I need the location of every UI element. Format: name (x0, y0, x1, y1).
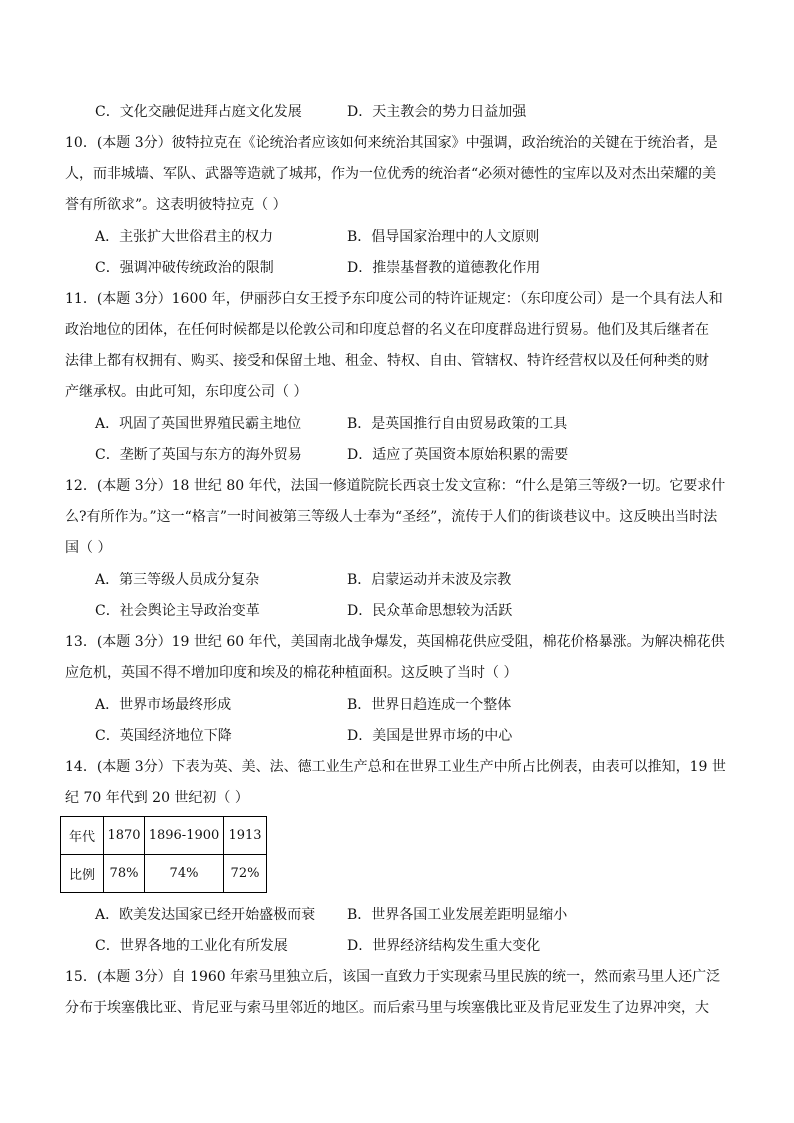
q10-option-d: D．推崇基督教的道德教化作用 (347, 260, 541, 276)
q14-data-table (60, 816, 267, 893)
table-header-cell: 1870 (104, 817, 145, 855)
q13-stem-line-2: 应危机，英国不得不增加印度和埃及的棉花种植面积。这反映了当时（ ） (65, 665, 518, 681)
q12-stem-line-3: 国（ ） (65, 540, 112, 556)
table-cell: 74% (145, 855, 224, 893)
table-header-cell: 1913 (224, 817, 267, 855)
table-cell: 72% (224, 855, 267, 893)
q11-stem-line-2: 政治地位的团体，在任何时候都是以伦敦公司和印度总督的名义在印度群岛进行贸易。他们及其后继者在 (65, 322, 709, 338)
q11-option-d: D．适应了英国资本原始积累的需要 (347, 447, 569, 463)
q14-stem-line-2: 纪 70 年代到 20 世纪初（ ） (65, 790, 249, 806)
q11-option-a: A．巩固了英国世界殖民霸主地位 (95, 416, 302, 432)
q10-option-b: B．倡导国家治理中的人文原则 (347, 229, 540, 245)
q13-option-c: C．英国经济地位下降 (95, 728, 232, 744)
q14-option-c: C．世界各地的工业化有所发展 (95, 938, 288, 954)
q15-stem-line-2: 分布于埃塞俄比亚、肯尼亚与索马里邻近的地区。而后索马里与埃塞俄比亚及肯尼亚发生了边界冲突，大 (65, 1000, 709, 1016)
table-header-cell: 1896-1900 (145, 817, 224, 855)
table-row (61, 817, 267, 855)
q13-stem-line-1: 13．(本题 3分）19 世纪 60 年代，美国南北战争爆发，英国棉花供应受阻，棉花价格暴涨。为解决棉花供 (65, 634, 725, 650)
q10-stem-line-2: 人，而非城墙、军队、武器等造就了城邦，作为一位优秀的统治者“必须对德性的宝库以及对杰出荣耀的美 (65, 166, 717, 182)
q9-option-d: D．天主教会的势力日益加强 (347, 104, 527, 120)
q12-option-a: A．第三等级人员成分复杂 (95, 572, 260, 588)
q10-option-a: A．主张扩大世俗君主的权力 (95, 229, 274, 245)
table-cell: 比例 (61, 855, 104, 893)
q12-stem-line-1: 12．(本题 3分）18 世纪 80 年代，法国一修道院院长西哀士发文宣称：“什么是第三等级?一切。它要求什 (65, 478, 726, 494)
q15-stem-line-1: 15．(本题 3分）自 1960 年索马里独立后，该国一直致力于实现索马里民族的统一，然而索马里人还广泛 (65, 969, 721, 985)
q12-option-c: C．社会舆论主导政治变革 (95, 603, 260, 619)
table-cell: 78% (104, 855, 145, 893)
q11-stem-line-4: 产继承权。由此可知，东印度公司（ ） (65, 384, 308, 400)
q11-stem-line-1: 11．(本题 3分）1600 年，伊丽莎白女王授予东印度公司的特许证规定：（东印度公司）是一个具有法人和 (65, 291, 723, 307)
q11-stem-line-3: 法律上都有权拥有、购买、接受和保留土地、租金、特权、自由、管辖权、特许经营权以及任何种类的财 (65, 353, 709, 369)
q13-option-b: B．世界日趋连成一个整体 (347, 697, 512, 713)
table-header-cell: 年代 (61, 817, 104, 855)
q10-option-c: C．强调冲破传统政治的限制 (95, 260, 274, 276)
q12-option-b: B．启蒙运动并未波及宗教 (347, 572, 512, 588)
q9-option-c: C．文化交融促进拜占庭文化发展 (95, 104, 302, 120)
q13-option-d: D．美国是世界市场的中心 (347, 728, 513, 744)
q14-option-b: B．世界各国工业发展差距明显缩小 (347, 907, 568, 923)
table-row (61, 855, 267, 893)
q11-option-b: B．是英国推行自由贸易政策的工具 (347, 416, 568, 432)
q12-option-d: D．民众革命思想较为活跃 (347, 603, 513, 619)
q10-stem-line-3: 誉有所欲求”。这表明彼特拉克（ ） (65, 197, 287, 213)
q10-stem-line-1: 10．(本题 3分）彼特拉克在《论统治者应该如何来统治其国家》中强调，政治统治的关键在于统治者，是 (65, 135, 718, 151)
q14-option-a: A．欧美发达国家已经开始盛极而衰 (95, 907, 316, 923)
q14-stem-line-1: 14．(本题 3分）下表为英、美、法、德工业生产总和在世界工业生产中所占比例表，由表可以推知，19 世 (65, 759, 726, 775)
q12-stem-line-2: 么?有所作为。”这一“格言”一时间被第三等级人士奉为“圣经”，流传于人们的街谈巷议中。这反映出当时法 (65, 509, 718, 525)
q14-option-d: D．世界经济结构发生重大变化 (347, 938, 541, 954)
q13-option-a: A．世界市场最终形成 (95, 697, 232, 713)
q11-option-c: C．垄断了英国与东方的海外贸易 (95, 447, 302, 463)
